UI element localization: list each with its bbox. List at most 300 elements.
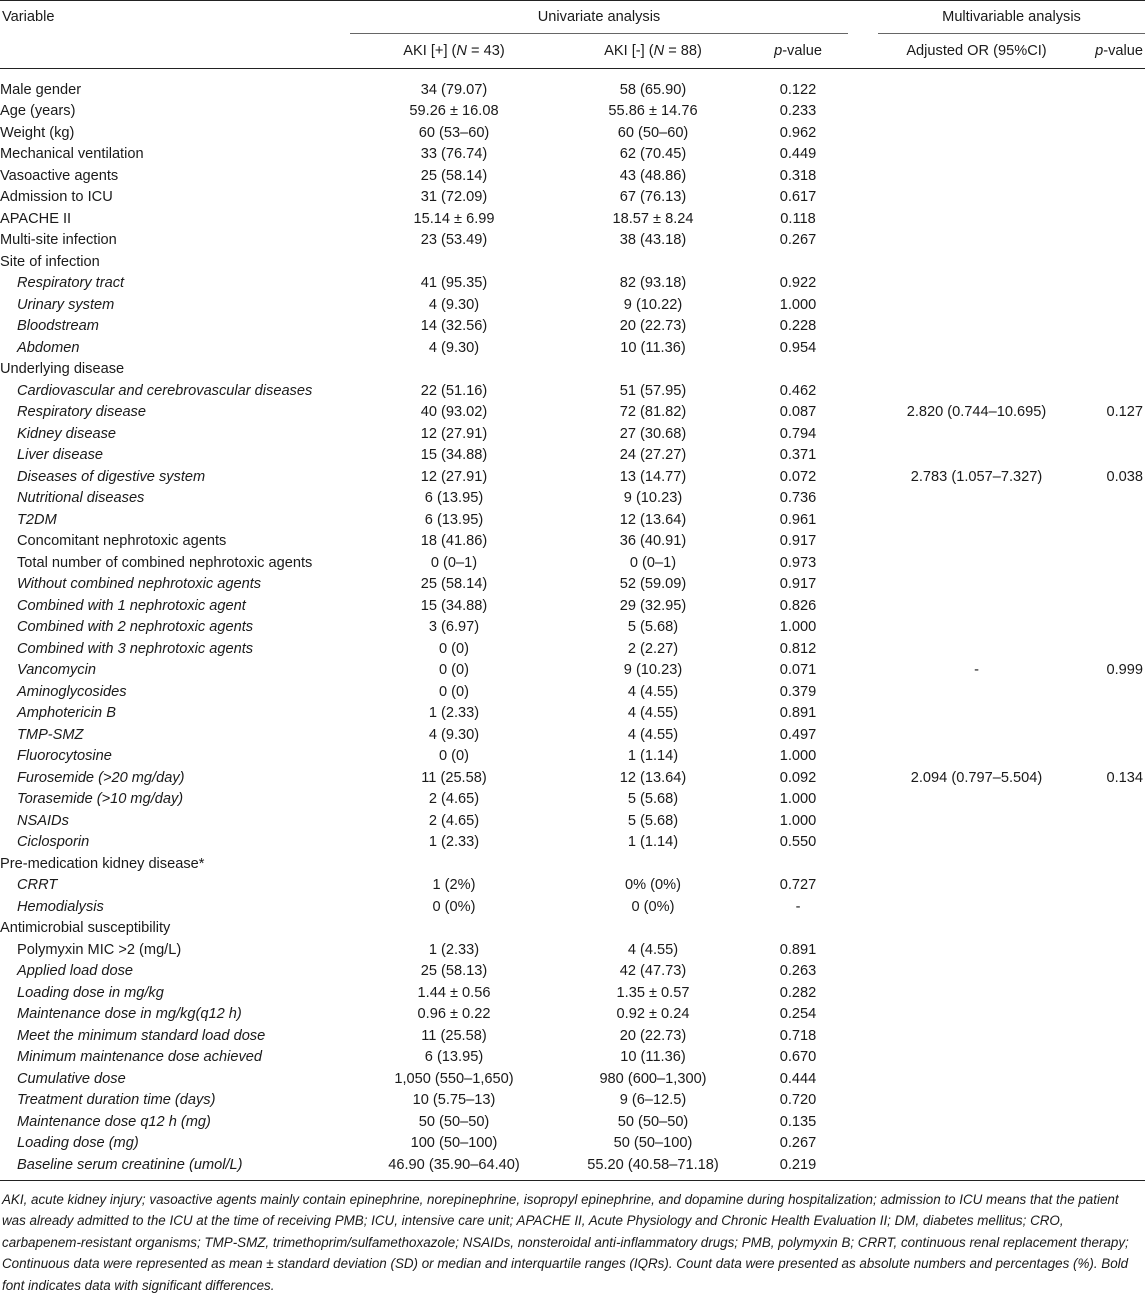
aki-negative-cell: 55.20 (40.58–71.18) [558, 1154, 748, 1176]
row-label: Abdomen [0, 337, 350, 359]
p-value-cell: 0.118 [748, 208, 848, 230]
gap-cell [848, 1111, 878, 1133]
row-label: Baseline serum creatinine (umol/L) [0, 1154, 350, 1176]
aki-negative-cell: 72 (81.82) [558, 402, 748, 424]
row-label: Applied load dose [0, 961, 350, 983]
adjusted-or-cell [878, 122, 1075, 144]
table-row [0, 767, 1145, 789]
p-value-cell: 0.891 [748, 939, 848, 961]
table-row [0, 746, 1145, 768]
adjusted-or-cell [878, 746, 1075, 768]
multivariable-p-cell [1075, 1047, 1145, 1069]
multivariable-p-cell [1075, 79, 1145, 101]
gap-cell [848, 617, 878, 639]
gap-cell [848, 746, 878, 768]
table-row [0, 638, 1145, 660]
aki-positive-cell [350, 251, 558, 273]
multivariable-p-cell: 0.999 [1075, 660, 1145, 682]
gap-cell [848, 230, 878, 252]
row-label: Kidney disease [0, 423, 350, 445]
adjusted-or-cell [878, 810, 1075, 832]
p-value-cell: 0.135 [748, 1111, 848, 1133]
aki-positive-cell: 40 (93.02) [350, 402, 558, 424]
adjusted-or-cell [878, 617, 1075, 639]
gap-cell [848, 316, 878, 338]
table-row [0, 1090, 1145, 1112]
adjusted-or-cell: 2.783 (1.057–7.327) [878, 466, 1075, 488]
p-value-cell: 0.228 [748, 316, 848, 338]
table-row [0, 445, 1145, 467]
aki-positive-cell: 0.96 ± 0.22 [350, 1004, 558, 1026]
header-row-2 [0, 34, 1145, 69]
aki-positive-cell: 6 (13.95) [350, 509, 558, 531]
table-row [0, 337, 1145, 359]
adjusted-or-cell [878, 230, 1075, 252]
gap-cell [848, 1004, 878, 1026]
row-label: Mechanical ventilation [0, 144, 350, 166]
aki-positive-cell: 15 (34.88) [350, 445, 558, 467]
aki-positive-cell: 46.90 (35.90–64.40) [350, 1154, 558, 1176]
aki-positive-cell: 41 (95.35) [350, 273, 558, 295]
table-row [0, 1047, 1145, 1069]
gap-cell [848, 1154, 878, 1176]
row-label: Hemodialysis [0, 896, 350, 918]
aki-positive-cell: 3 (6.97) [350, 617, 558, 639]
aki-positive-cell: 6 (13.95) [350, 488, 558, 510]
multivariable-p-cell [1075, 1004, 1145, 1026]
aki-positive-cell: 1.44 ± 0.56 [350, 982, 558, 1004]
table-row [0, 832, 1145, 854]
multivariable-p-cell [1075, 982, 1145, 1004]
multivariable-p-cell [1075, 789, 1145, 811]
aki-positive-cell: 18 (41.86) [350, 531, 558, 553]
aki-negative-cell: 4 (4.55) [558, 724, 748, 746]
aki-positive-cell: 0 (0) [350, 638, 558, 660]
aki-negative-cell: 9 (10.23) [558, 488, 748, 510]
table-row [0, 961, 1145, 983]
adjusted-or-cell [878, 552, 1075, 574]
table-row [0, 1111, 1145, 1133]
row-label: Loading dose in mg/kg [0, 982, 350, 1004]
multivariable-p-cell [1075, 853, 1145, 875]
multivariable-p-cell [1075, 1068, 1145, 1090]
table-row [0, 617, 1145, 639]
multivariable-p-cell [1075, 337, 1145, 359]
aki-positive-cell: 1,050 (550–1,650) [350, 1068, 558, 1090]
p-value-cell: 0.267 [748, 230, 848, 252]
row-label: Cardiovascular and cerebrovascular diseases [0, 380, 350, 402]
adjusted-or-cell [878, 1133, 1075, 1155]
multivariable-p-cell [1075, 294, 1145, 316]
p-value-cell: 0.233 [748, 101, 848, 123]
aki-positive-cell: 25 (58.13) [350, 961, 558, 983]
aki-negative-cell: 9 (6–12.5) [558, 1090, 748, 1112]
adjusted-or-cell: 2.094 (0.797–5.504) [878, 767, 1075, 789]
multivariable-p-cell [1075, 380, 1145, 402]
adjusted-or-cell [878, 853, 1075, 875]
gap-cell [848, 595, 878, 617]
row-label: Loading dose (mg) [0, 1133, 350, 1155]
adjusted-or-cell [878, 982, 1075, 1004]
adjusted-or-cell [878, 896, 1075, 918]
p-value-cell: 0.891 [748, 703, 848, 725]
aki-negative-cell: 27 (30.68) [558, 423, 748, 445]
gap-cell [848, 1068, 878, 1090]
row-label: Underlying disease [0, 359, 350, 381]
table-row [0, 144, 1145, 166]
row-label: Weight (kg) [0, 122, 350, 144]
row-label: Fluorocytosine [0, 746, 350, 768]
aki-positive-cell: 1 (2.33) [350, 703, 558, 725]
p-value-cell: 0.917 [748, 574, 848, 596]
gap-cell [848, 574, 878, 596]
p-value-cell: 0.449 [748, 144, 848, 166]
p-value-cell: - [748, 896, 848, 918]
p-value-cell: 0.254 [748, 1004, 848, 1026]
aki-positive-cell: 6 (13.95) [350, 1047, 558, 1069]
aki-negative-cell: 42 (47.73) [558, 961, 748, 983]
adjusted-or-cell [878, 445, 1075, 467]
aki-positive-cell: 22 (51.16) [350, 380, 558, 402]
aki-positive-cell: 2 (4.65) [350, 789, 558, 811]
aki-positive-cell: 23 (53.49) [350, 230, 558, 252]
adjusted-or-cell [878, 165, 1075, 187]
gap-cell [848, 853, 878, 875]
gap-cell [848, 789, 878, 811]
aki-negative-cell: 55.86 ± 14.76 [558, 101, 748, 123]
aki-positive-cell: 12 (27.91) [350, 466, 558, 488]
adjusted-or-cell [878, 681, 1075, 703]
p-value-cell: 0.072 [748, 466, 848, 488]
aki-positive-cell: 0 (0) [350, 746, 558, 768]
multivariable-p-cell [1075, 165, 1145, 187]
table-row [0, 101, 1145, 123]
aki-positive-cell: 2 (4.65) [350, 810, 558, 832]
multivariable-p-cell [1075, 251, 1145, 273]
adjusted-or-cell [878, 832, 1075, 854]
gap-cell [848, 79, 878, 101]
aki-positive-cell [350, 359, 558, 381]
aki-negative-cell: 4 (4.55) [558, 939, 748, 961]
aki-positive-cell: 15.14 ± 6.99 [350, 208, 558, 230]
gap-cell [848, 552, 878, 574]
adjusted-or-cell [878, 294, 1075, 316]
p-value-cell: 0.267 [748, 1133, 848, 1155]
multivariable-p-cell [1075, 1154, 1145, 1176]
table-row [0, 982, 1145, 1004]
multivariable-p-cell [1075, 574, 1145, 596]
p-value-cell: 1.000 [748, 746, 848, 768]
gap-cell [848, 337, 878, 359]
aki-negative-cell: 52 (59.09) [558, 574, 748, 596]
adjusted-or-cell [878, 595, 1075, 617]
multivariable-p-cell [1075, 617, 1145, 639]
aki-negative-cell: 60 (50–60) [558, 122, 748, 144]
aki-negative-cell: 67 (76.13) [558, 187, 748, 209]
p-value-cell: 1.000 [748, 810, 848, 832]
aki-positive-cell: 34 (79.07) [350, 79, 558, 101]
gap-cell [848, 122, 878, 144]
adjusted-or-cell [878, 423, 1075, 445]
multivariable-p-cell [1075, 681, 1145, 703]
aki-negative-cell: 0% (0%) [558, 875, 748, 897]
row-label: Combined with 1 nephrotoxic agent [0, 595, 350, 617]
aki-negative-cell: 0 (0%) [558, 896, 748, 918]
table-row [0, 294, 1145, 316]
gap-cell [848, 939, 878, 961]
aki-negative-cell [558, 359, 748, 381]
multivariable-p-cell [1075, 187, 1145, 209]
header-row-1 [0, 1, 1145, 34]
row-label: Aminoglycosides [0, 681, 350, 703]
p-value-cell: 0.219 [748, 1154, 848, 1176]
aki-negative-cell: 24 (27.27) [558, 445, 748, 467]
aki-negative-cell: 29 (32.95) [558, 595, 748, 617]
multivariable-p-cell [1075, 1133, 1145, 1155]
p-value-cell [748, 359, 848, 381]
p-value-cell: 0.962 [748, 122, 848, 144]
adjusted-or-cell [878, 939, 1075, 961]
adjusted-or-cell [878, 1111, 1075, 1133]
multivariable-p-cell: 0.038 [1075, 466, 1145, 488]
gap-cell [848, 359, 878, 381]
multivariable-p-cell [1075, 875, 1145, 897]
aki-positive-cell: 1 (2.33) [350, 832, 558, 854]
adjusted-or-cell [878, 789, 1075, 811]
row-label: CRRT [0, 875, 350, 897]
p-value-cell: 0.826 [748, 595, 848, 617]
gap-cell [848, 509, 878, 531]
p-value-cell: 0.973 [748, 552, 848, 574]
row-label: Treatment duration time (days) [0, 1090, 350, 1112]
gap-cell [848, 982, 878, 1004]
gap-cell [848, 767, 878, 789]
p-value-cell [748, 251, 848, 273]
table-row [0, 595, 1145, 617]
table-row [0, 939, 1145, 961]
table-row [0, 660, 1145, 682]
aki-negative-cell: 5 (5.68) [558, 789, 748, 811]
p-value-cell: 0.917 [748, 531, 848, 553]
table-row [0, 402, 1145, 424]
row-label: Respiratory tract [0, 273, 350, 295]
table-row [0, 918, 1145, 940]
p-value-cell [748, 918, 848, 940]
gap-cell [848, 703, 878, 725]
multivariable-p-cell [1075, 509, 1145, 531]
table-body [0, 69, 1145, 1181]
multivariable-p-cell [1075, 230, 1145, 252]
adjusted-or-cell [878, 208, 1075, 230]
aki-negative-cell: 0 (0–1) [558, 552, 748, 574]
multivariable-p-cell [1075, 595, 1145, 617]
aki-negative-cell: 58 (65.90) [558, 79, 748, 101]
aki-negative-cell: 1 (1.14) [558, 832, 748, 854]
row-label: Furosemide (>20 mg/day) [0, 767, 350, 789]
p-value-cell: 1.000 [748, 617, 848, 639]
adjusted-or-cell [878, 1004, 1075, 1026]
row-label: Combined with 3 nephrotoxic agents [0, 638, 350, 660]
aki-positive-cell: 0 (0) [350, 660, 558, 682]
p-value-cell: 0.282 [748, 982, 848, 1004]
table-row [0, 681, 1145, 703]
header-adjusted-or: Adjusted OR (95%CI) [878, 34, 1075, 69]
aki-negative-cell: 20 (22.73) [558, 1025, 748, 1047]
aki-negative-cell: 43 (48.86) [558, 165, 748, 187]
p-value-cell: 0.444 [748, 1068, 848, 1090]
adjusted-or-cell [878, 488, 1075, 510]
gap-cell [848, 208, 878, 230]
p-value-cell: 0.092 [748, 767, 848, 789]
aki-positive-cell: 11 (25.58) [350, 1025, 558, 1047]
p-value-cell: 0.371 [748, 445, 848, 467]
aki-positive-cell: 60 (53–60) [350, 122, 558, 144]
gap-cell [848, 660, 878, 682]
multivariable-p-cell [1075, 896, 1145, 918]
gap-cell [848, 1025, 878, 1047]
multivariable-p-cell [1075, 273, 1145, 295]
table-row [0, 853, 1145, 875]
aki-positive-cell: 4 (9.30) [350, 337, 558, 359]
gap-cell [848, 294, 878, 316]
multivariable-p-cell [1075, 961, 1145, 983]
multivariable-p-cell [1075, 445, 1145, 467]
multivariable-p-cell [1075, 359, 1145, 381]
gap-cell [848, 1047, 878, 1069]
gap-cell [848, 445, 878, 467]
table-row [0, 789, 1145, 811]
aki-positive-cell: 14 (32.56) [350, 316, 558, 338]
aki-positive-cell: 10 (5.75–13) [350, 1090, 558, 1112]
multivariable-p-cell [1075, 939, 1145, 961]
row-label: Maintenance dose in mg/kg(q12 h) [0, 1004, 350, 1026]
adjusted-or-cell [878, 724, 1075, 746]
multivariable-p-cell [1075, 703, 1145, 725]
aki-negative-cell: 12 (13.64) [558, 509, 748, 531]
p-value-cell: 0.736 [748, 488, 848, 510]
row-label: Maintenance dose q12 h (mg) [0, 1111, 350, 1133]
multivariable-p-cell [1075, 1111, 1145, 1133]
table-row [0, 165, 1145, 187]
gap-cell [848, 423, 878, 445]
multivariable-p-cell [1075, 488, 1145, 510]
aki-negative-cell: 1.35 ± 0.57 [558, 982, 748, 1004]
p-value-cell: 0.922 [748, 273, 848, 295]
table-row [0, 1025, 1145, 1047]
multivariable-p-cell [1075, 144, 1145, 166]
p-value-cell: 0.071 [748, 660, 848, 682]
gap-cell [848, 531, 878, 553]
gap-cell [848, 144, 878, 166]
table-row [0, 488, 1145, 510]
row-label: Ciclosporin [0, 832, 350, 854]
row-label: Without combined nephrotoxic agents [0, 574, 350, 596]
aki-negative-cell: 2 (2.27) [558, 638, 748, 660]
aki-negative-cell: 62 (70.45) [558, 144, 748, 166]
row-label: APACHE II [0, 208, 350, 230]
aki-negative-cell: 4 (4.55) [558, 703, 748, 725]
row-label: Meet the minimum standard load dose [0, 1025, 350, 1047]
aki-negative-cell: 9 (10.22) [558, 294, 748, 316]
gap-cell [848, 251, 878, 273]
multivariable-p-cell [1075, 832, 1145, 854]
p-value-cell: 0.550 [748, 832, 848, 854]
header-multivariable: Multivariable analysis [878, 1, 1145, 34]
gap-cell [848, 832, 878, 854]
row-label: Nutritional diseases [0, 488, 350, 510]
aki-negative-cell [558, 918, 748, 940]
p-value-cell: 0.812 [748, 638, 848, 660]
table-row [0, 359, 1145, 381]
gap-cell [848, 187, 878, 209]
p-value-cell: 1.000 [748, 294, 848, 316]
row-label: Antimicrobial susceptibility [0, 918, 350, 940]
adjusted-or-cell [878, 187, 1075, 209]
row-label: NSAIDs [0, 810, 350, 832]
aki-positive-cell: 25 (58.14) [350, 574, 558, 596]
adjusted-or-cell [878, 531, 1075, 553]
table-row [0, 423, 1145, 445]
gap-cell [848, 101, 878, 123]
aki-negative-cell: 36 (40.91) [558, 531, 748, 553]
multivariable-p-cell [1075, 1090, 1145, 1112]
adjusted-or-cell [878, 337, 1075, 359]
aki-negative-cell: 4 (4.55) [558, 681, 748, 703]
row-label: Urinary system [0, 294, 350, 316]
aki-negative-cell: 20 (22.73) [558, 316, 748, 338]
table-row [0, 703, 1145, 725]
header-aki-positive: AKI [+] (N = 43) [350, 34, 558, 69]
aki-negative-cell: 980 (600–1,300) [558, 1068, 748, 1090]
table-row [0, 208, 1145, 230]
p-value-cell: 0.087 [748, 402, 848, 424]
row-label: Multi-site infection [0, 230, 350, 252]
table-row [0, 724, 1145, 746]
p-value-cell: 0.497 [748, 724, 848, 746]
aki-negative-cell: 51 (57.95) [558, 380, 748, 402]
aki-positive-cell: 59.26 ± 16.08 [350, 101, 558, 123]
p-value-cell: 0.617 [748, 187, 848, 209]
aki-negative-cell: 10 (11.36) [558, 337, 748, 359]
multivariable-p-cell [1075, 552, 1145, 574]
aki-positive-cell: 100 (50–100) [350, 1133, 558, 1155]
row-label: Minimum maintenance dose achieved [0, 1047, 350, 1069]
row-label: Torasemide (>10 mg/day) [0, 789, 350, 811]
adjusted-or-cell [878, 1047, 1075, 1069]
aki-positive-cell: 50 (50–50) [350, 1111, 558, 1133]
multivariable-p-cell [1075, 746, 1145, 768]
gap-cell [848, 165, 878, 187]
table-row [0, 79, 1145, 101]
table-row [0, 875, 1145, 897]
table-row [0, 810, 1145, 832]
aki-negative-cell [558, 853, 748, 875]
gap-cell [848, 402, 878, 424]
table-row [0, 1154, 1145, 1176]
row-label: Admission to ICU [0, 187, 350, 209]
adjusted-or-cell [878, 509, 1075, 531]
row-label: Vancomycin [0, 660, 350, 682]
adjusted-or-cell [878, 251, 1075, 273]
aki-positive-cell: 1 (2.33) [350, 939, 558, 961]
multivariable-p-cell [1075, 423, 1145, 445]
gap-cell [848, 875, 878, 897]
row-label: Pre-medication kidney disease* [0, 853, 350, 875]
multivariable-p-cell [1075, 208, 1145, 230]
aki-negative-cell: 9 (10.23) [558, 660, 748, 682]
table-row [0, 466, 1145, 488]
adjusted-or-cell [878, 1025, 1075, 1047]
